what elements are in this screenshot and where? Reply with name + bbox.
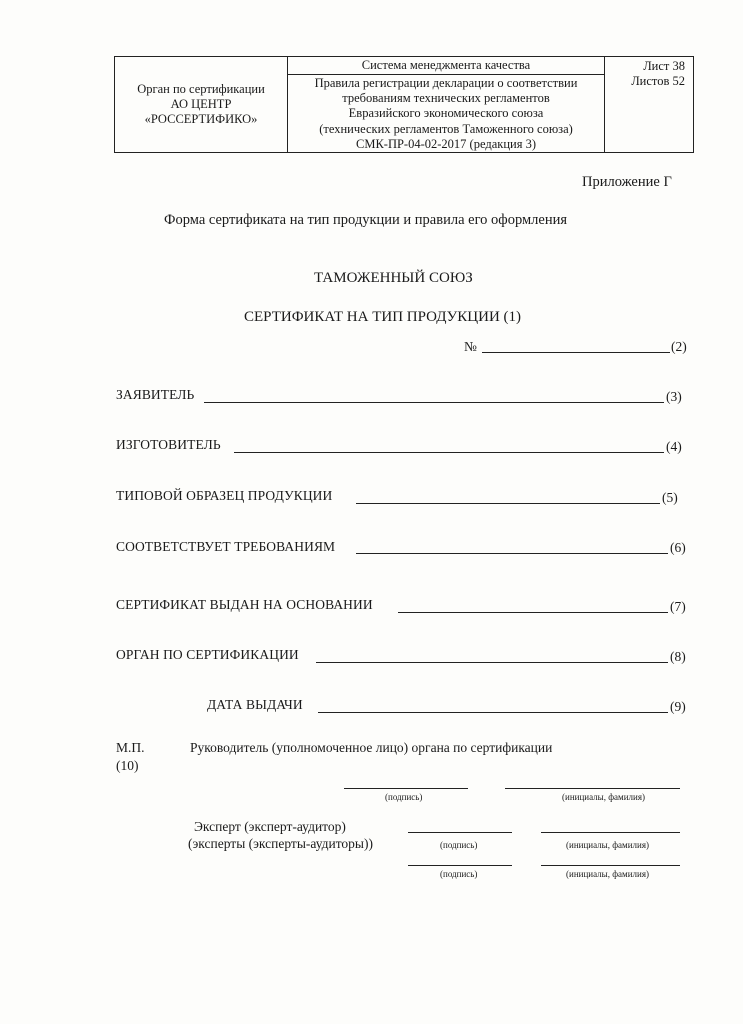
head-label: Руководитель (уполномоченное лицо) органа по сертификации: [190, 740, 553, 755]
field-label-applicant: ЗАЯВИТЕЛЬ: [116, 387, 195, 402]
doc-code: СМК-ПР-04-02-2017 (редакция 3): [356, 136, 536, 151]
number-ref: (2): [671, 339, 687, 354]
doc-title-line-2: требованиям технических регламентов: [342, 91, 550, 106]
appendix-label: Приложение Г: [582, 174, 672, 190]
sheet-cell: [605, 57, 693, 152]
expert-signature-line: [408, 832, 512, 833]
org-line-1: Орган по сертификации: [137, 82, 265, 96]
expert-label: Эксперт (эксперт-аудитор): [194, 819, 346, 834]
field-blank-manufacturer: [234, 452, 664, 453]
field-label-sample: ТИПОВОЙ ОБРАЗЕЦ ПРОДУКЦИИ: [116, 488, 333, 503]
field-ref-cert-body: (8): [670, 649, 686, 664]
number-blank: [482, 352, 670, 353]
expert-label-plural: (эксперты (эксперты-аудиторы)): [188, 836, 373, 851]
head-name-line: [505, 788, 680, 789]
form-title: Форма сертификата на тип продукции и правила его оформления: [164, 212, 568, 228]
field-blank-applicant: [204, 402, 664, 403]
head-name-caption: (инициалы, фамилия): [562, 792, 645, 802]
expert-name-caption: (инициалы, фамилия): [566, 840, 649, 850]
number-sign: №: [464, 339, 477, 354]
field-blank-basis: [398, 612, 668, 613]
stamp-ref: (10): [116, 758, 139, 773]
field-blank-issue-date: [318, 712, 668, 713]
stamp-label: М.П.: [116, 740, 145, 755]
field-ref-sample: (5): [662, 490, 678, 505]
expert-name-line: [541, 832, 680, 833]
head-signature-caption: (подпись): [385, 792, 423, 802]
field-blank-complies: [356, 553, 668, 554]
org-line-3: «РОССЕРТИФИКО»: [144, 112, 258, 126]
field-blank-cert-body: [316, 662, 668, 663]
expert2-signature-caption: (подпись): [440, 869, 478, 879]
org-cell: [115, 57, 288, 152]
doc-cell: [288, 57, 605, 152]
field-ref-complies: (6): [670, 540, 686, 555]
doc-title-line-1: Правила регистрации декларации о соответствии: [314, 76, 578, 90]
union-title: ТАМОЖЕННЫЙ СОЮЗ: [314, 270, 473, 286]
doc-title-line-4: (технических регламентов Таможенного союза): [319, 121, 573, 136]
expert2-name-line: [541, 865, 680, 866]
document-header-table: [114, 56, 694, 153]
expert2-signature-line: [408, 865, 512, 866]
expert-signature-caption: (подпись): [440, 840, 478, 850]
org-line-2: АО ЦЕНТР: [170, 97, 232, 111]
certificate-title: СЕРТИФИКАТ НА ТИП ПРОДУКЦИИ (1): [244, 309, 522, 325]
field-label-basis: СЕРТИФИКАТ ВЫДАН НА ОСНОВАНИИ: [116, 597, 373, 612]
field-ref-basis: (7): [670, 599, 686, 614]
field-label-manufacturer: ИЗГОТОВИТЕЛЬ: [116, 437, 221, 452]
field-label-issue-date: ДАТА ВЫДАЧИ: [207, 697, 303, 712]
doc-title-line-3: Евразийского экономического союза: [348, 106, 544, 121]
field-ref-issue-date: (9): [670, 699, 686, 714]
field-label-complies: СООТВЕТСТВУЕТ ТРЕБОВАНИЯМ: [116, 539, 336, 554]
quality-system-title: Система менеджмента качества: [288, 57, 604, 75]
field-blank-sample: [356, 503, 660, 504]
sheets-total: Листов 52: [631, 74, 685, 88]
field-label-cert-body: ОРГАН ПО СЕРТИФИКАЦИИ: [116, 647, 299, 662]
head-signature-line: [344, 788, 468, 789]
field-ref-manufacturer: (4): [666, 439, 682, 454]
field-ref-applicant: (3): [666, 389, 682, 404]
sheet-number: Лист 38: [643, 59, 685, 73]
expert2-name-caption: (инициалы, фамилия): [566, 869, 649, 879]
